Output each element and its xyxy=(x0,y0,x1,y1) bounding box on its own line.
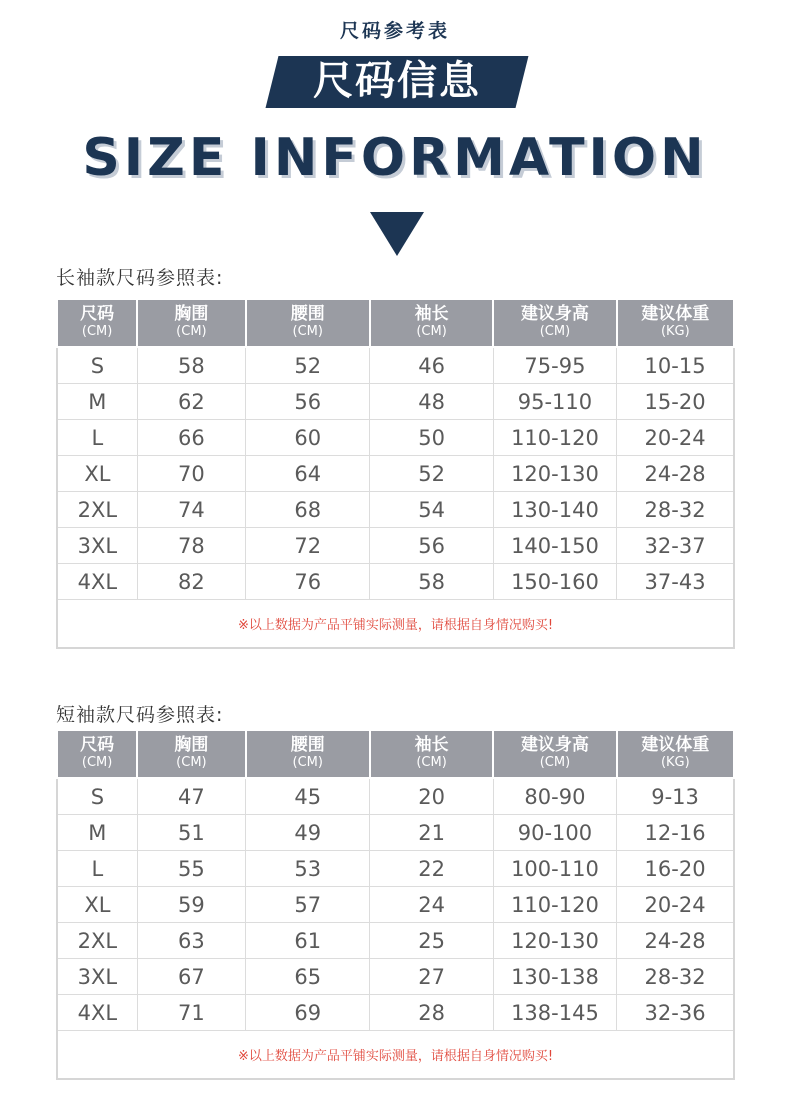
table-cell: 67 xyxy=(137,959,245,995)
table-cell: M xyxy=(57,815,137,851)
table-cell: 24-28 xyxy=(617,456,734,492)
table-cell: 138-145 xyxy=(493,995,616,1031)
table-cell: 61 xyxy=(246,923,370,959)
table-cell: 28 xyxy=(370,995,493,1031)
table-cell: 80-90 xyxy=(493,778,616,815)
table-cell: 56 xyxy=(246,384,370,420)
table-row xyxy=(57,492,734,528)
table-cell: 57 xyxy=(246,887,370,923)
table-cell: S xyxy=(57,347,137,384)
table-row xyxy=(57,815,734,851)
table-cell: 37-43 xyxy=(617,564,734,600)
table-cell: 16-20 xyxy=(617,851,734,887)
title-banner-text: 尺码信息 xyxy=(313,58,481,104)
table-cell: 62 xyxy=(137,384,245,420)
table-cell: 4XL xyxy=(57,995,137,1031)
table-cell: 4XL xyxy=(57,564,137,600)
table-cell: 25 xyxy=(370,923,493,959)
table-cell: 150-160 xyxy=(493,564,616,600)
table-cell: 20-24 xyxy=(617,887,734,923)
table-cell: 20-24 xyxy=(617,420,734,456)
table-cell: 50 xyxy=(370,420,493,456)
column-header: 尺码 (CM) xyxy=(57,299,137,347)
table-cell: 28-32 xyxy=(617,959,734,995)
table-cell: 58 xyxy=(137,347,245,384)
table-cell: 69 xyxy=(246,995,370,1031)
table-cell: 32-36 xyxy=(617,995,734,1031)
short-sleeve-table-title: 短袖款尺码参照表: xyxy=(56,704,224,726)
table-cell: 9-13 xyxy=(617,778,734,815)
table-cell: 27 xyxy=(370,959,493,995)
table-cell: XL xyxy=(57,456,137,492)
table-cell: 28-32 xyxy=(617,492,734,528)
table-cell: 78 xyxy=(137,528,245,564)
table-row xyxy=(57,564,734,600)
table-cell: 120-130 xyxy=(493,456,616,492)
measurement-note: ※以上数据为产品平铺实际测量，请根据自身情况购买! xyxy=(57,600,734,649)
table-cell: 64 xyxy=(246,456,370,492)
table-cell: 51 xyxy=(137,815,245,851)
table-row xyxy=(57,456,734,492)
column-header: 建议体重 (KG) xyxy=(617,299,734,347)
table-cell: L xyxy=(57,420,137,456)
table-cell: 70 xyxy=(137,456,245,492)
table-cell: 75-95 xyxy=(493,347,616,384)
short-sleeve-table-body xyxy=(57,778,734,1031)
table-cell: 15-20 xyxy=(617,384,734,420)
table-cell: 56 xyxy=(370,528,493,564)
table-cell: 10-15 xyxy=(617,347,734,384)
table-cell: S xyxy=(57,778,137,815)
table-row xyxy=(57,384,734,420)
measurement-note: ※以上数据为产品平铺实际测量，请根据自身情况购买! xyxy=(57,1031,734,1080)
table-row xyxy=(57,959,734,995)
table-cell: 3XL xyxy=(57,528,137,564)
table-cell: 49 xyxy=(246,815,370,851)
table-cell: 3XL xyxy=(57,959,137,995)
column-header: 袖长 (CM) xyxy=(370,299,493,347)
table-header-row xyxy=(57,299,734,347)
table-cell: 63 xyxy=(137,923,245,959)
table-cell: 59 xyxy=(137,887,245,923)
table-cell: 74 xyxy=(137,492,245,528)
table-row xyxy=(57,420,734,456)
table-cell: M xyxy=(57,384,137,420)
table-cell: 130-140 xyxy=(493,492,616,528)
table-cell: 22 xyxy=(370,851,493,887)
table-cell: 130-138 xyxy=(493,959,616,995)
table-cell: 2XL xyxy=(57,492,137,528)
table-cell: 120-130 xyxy=(493,923,616,959)
table-cell: 45 xyxy=(246,778,370,815)
table-cell: 2XL xyxy=(57,923,137,959)
table-row xyxy=(57,851,734,887)
table-row xyxy=(57,528,734,564)
table-cell: 24 xyxy=(370,887,493,923)
table-row xyxy=(57,923,734,959)
table-cell: 110-120 xyxy=(493,420,616,456)
down-arrow-icon xyxy=(370,212,424,256)
page-subtitle: 尺码参考表 xyxy=(339,20,450,42)
table-cell: 20 xyxy=(370,778,493,815)
table-cell: 46 xyxy=(370,347,493,384)
column-header: 袖长 (CM) xyxy=(370,730,493,778)
table-cell: 71 xyxy=(137,995,245,1031)
table-cell: 66 xyxy=(137,420,245,456)
table-cell: 82 xyxy=(137,564,245,600)
table-cell: 48 xyxy=(370,384,493,420)
column-header: 建议身高 (CM) xyxy=(493,299,616,347)
column-header: 腰围 (CM) xyxy=(246,299,370,347)
table-cell: 47 xyxy=(137,778,245,815)
table-cell: 58 xyxy=(370,564,493,600)
table-cell: 52 xyxy=(246,347,370,384)
column-header: 胸围 (CM) xyxy=(137,299,245,347)
table-cell: 95-110 xyxy=(493,384,616,420)
table-cell: 140-150 xyxy=(493,528,616,564)
table-row xyxy=(57,887,734,923)
column-header: 建议体重 (KG) xyxy=(617,730,734,778)
table-cell: 52 xyxy=(370,456,493,492)
page-title: SIZE INFORMATION xyxy=(82,128,708,188)
column-header: 建议身高 (CM) xyxy=(493,730,616,778)
table-cell: 12-16 xyxy=(617,815,734,851)
table-cell: L xyxy=(57,851,137,887)
table-cell: 24-28 xyxy=(617,923,734,959)
short-sleeve-size-table xyxy=(56,729,735,1080)
column-header: 胸围 (CM) xyxy=(137,730,245,778)
long-sleeve-size-table xyxy=(56,298,735,649)
table-cell: 54 xyxy=(370,492,493,528)
table-cell: 60 xyxy=(246,420,370,456)
column-header: 尺码 (CM) xyxy=(57,730,137,778)
table-row xyxy=(57,778,734,815)
long-sleeve-table-body xyxy=(57,347,734,600)
table-cell: 68 xyxy=(246,492,370,528)
table-cell: 53 xyxy=(246,851,370,887)
table-cell: 21 xyxy=(370,815,493,851)
table-cell: 32-37 xyxy=(617,528,734,564)
table-cell: 110-120 xyxy=(493,887,616,923)
column-header: 腰围 (CM) xyxy=(246,730,370,778)
table-row xyxy=(57,347,734,384)
table-row xyxy=(57,995,734,1031)
table-cell: 55 xyxy=(137,851,245,887)
table-cell: 76 xyxy=(246,564,370,600)
table-cell: 100-110 xyxy=(493,851,616,887)
long-sleeve-table-title: 长袖款尺码参照表: xyxy=(56,267,224,289)
table-cell: 72 xyxy=(246,528,370,564)
table-header-row xyxy=(57,730,734,778)
table-cell: XL xyxy=(57,887,137,923)
table-cell: 90-100 xyxy=(493,815,616,851)
table-cell: 65 xyxy=(246,959,370,995)
